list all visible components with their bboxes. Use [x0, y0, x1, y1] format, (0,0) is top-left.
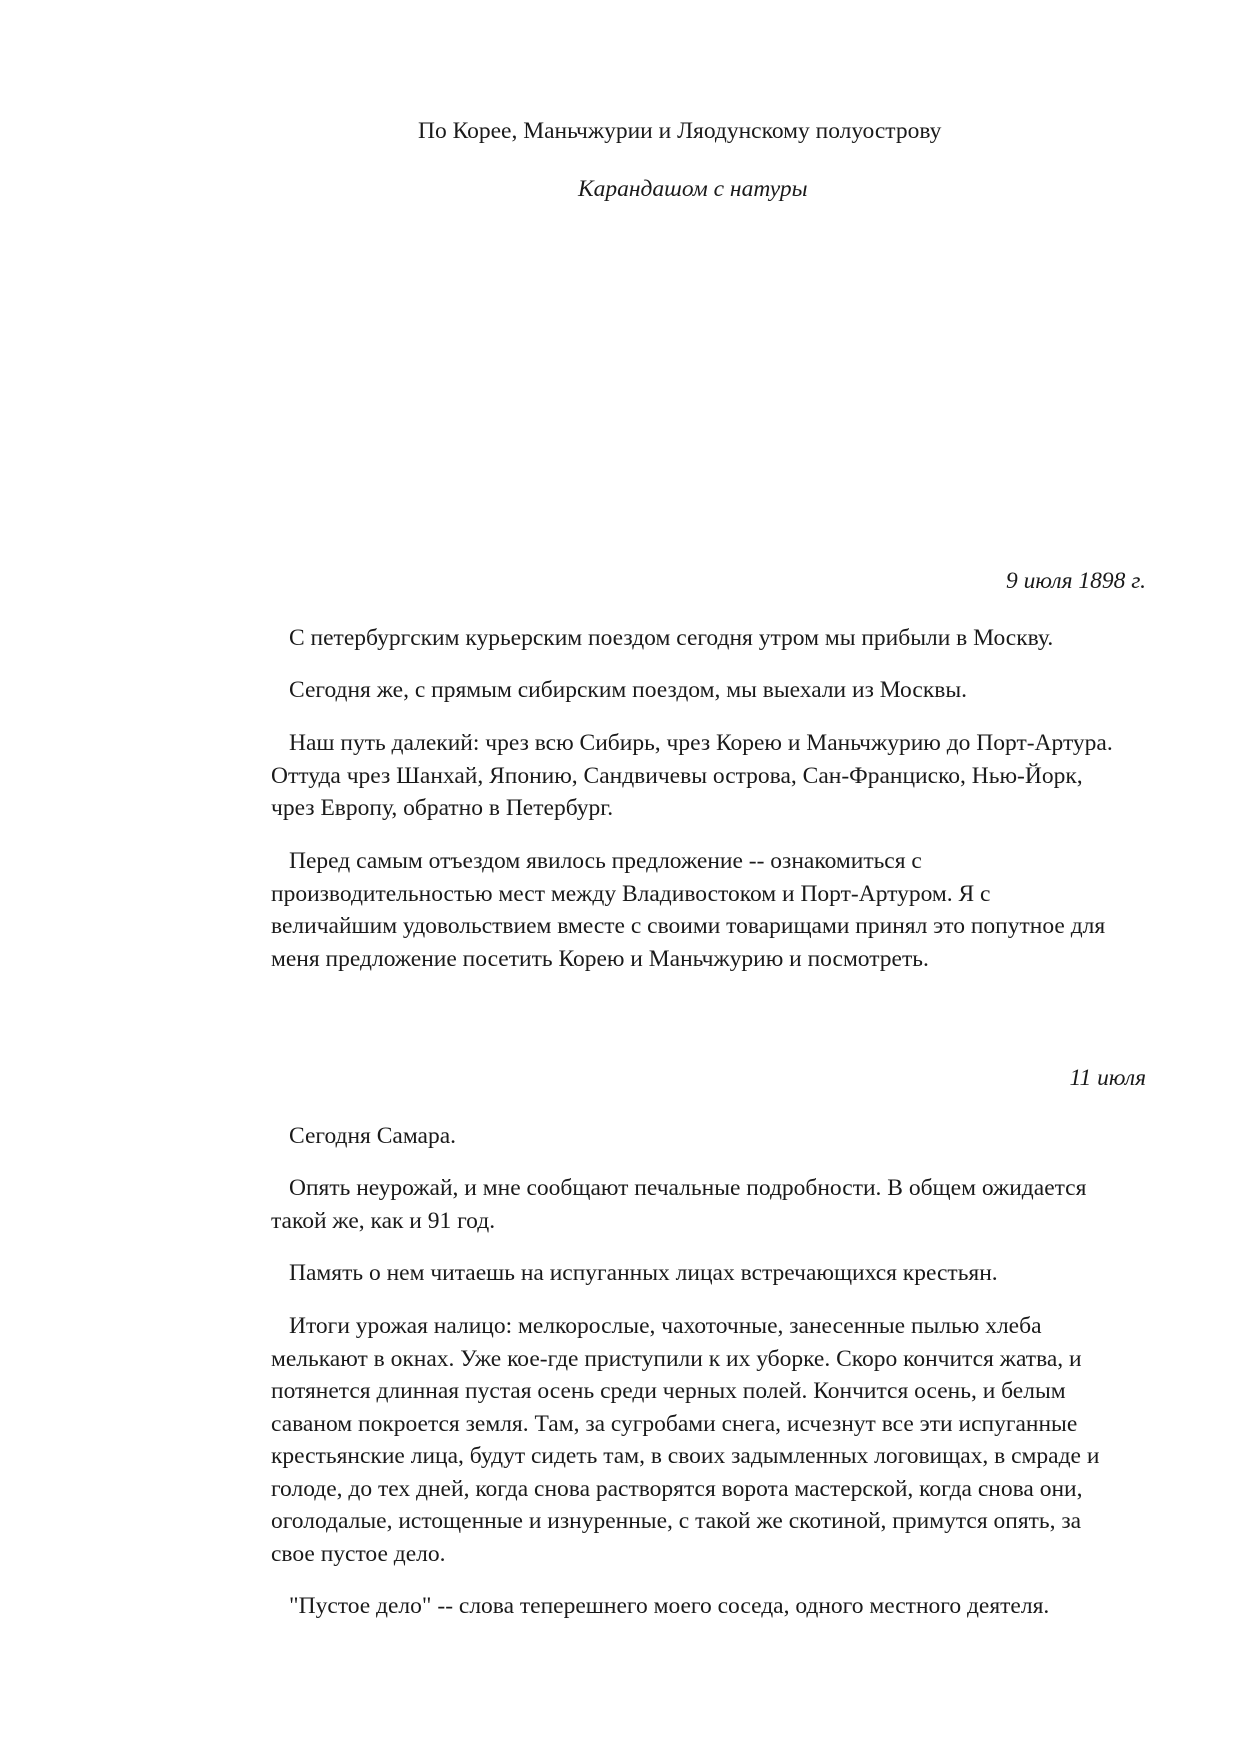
document-title: По Корее, Маньчжурии и Ляодунскому полуострову: [418, 118, 942, 144]
paragraph: [253, 1257, 1158, 1290]
text-line: голоде, до тех дней, когда снова растворятся ворота мастерской, когда снова они,: [271, 1475, 1083, 1502]
text-line: свое пустое дело.: [271, 1540, 446, 1567]
paragraph: [253, 674, 1158, 707]
text-line: Перед самым отъездом явилось предложение -- ознакомиться с: [289, 848, 922, 874]
text-line: Сегодня же, с прямым сибирским поездом, мы выехали из Москвы.: [289, 677, 968, 703]
document-subtitle: Карандашом с натуры: [578, 176, 808, 202]
text-line: величайшим удовольствием вместе с своими товарищами принял это попутное для: [271, 913, 1106, 939]
text-line: саваном покроется земля. Там, за сугробами снега, исчезнут все эти испуганные: [271, 1410, 1078, 1437]
text-line: оголодалые, истощенные и изнуренные, с такой же скотиной, примутся опять, за: [271, 1508, 1082, 1534]
paragraph: [253, 727, 1158, 825]
text-line: производительностью мест между Владивостоком и Порт-Артуром. Я с: [271, 880, 991, 907]
paragraph: [253, 1310, 1158, 1570]
entry-date: 11 июля: [1069, 1065, 1146, 1091]
paragraph: [253, 622, 1158, 655]
text-line: чрез Европу, обратно в Петербург.: [271, 795, 614, 821]
text-line: такой же, как и 91 год.: [271, 1207, 496, 1234]
text-line: потянется длинная пустая осень среди черных полей. Кончится осень, и белым: [271, 1378, 1066, 1404]
text-line: Опять неурожай, и мне сообщают печальные подробности. В общем ожидается: [289, 1175, 1087, 1201]
text-line: Итоги урожая налицо: мелкорослые, чахоточные, занесенные пылью хлеба: [289, 1313, 1042, 1339]
paragraph: [253, 845, 1158, 975]
text-line: "Пустое дело" -- слова теперешнего моего соседа, одного местного деятеля.: [289, 1593, 1050, 1619]
entry-date: 9 июля 1898 г.: [1005, 568, 1146, 594]
text-line: Наш путь далекий: чрез всю Сибирь, чрез Корею и Маньчжурию до Порт-Артура.: [289, 730, 1113, 756]
text-line: Оттуда чрез Шанхай, Японию, Сандвичевы острова, Сан-Франциско, Нью-Йорк,: [271, 762, 1083, 789]
paragraph: [253, 1590, 1158, 1623]
text-line: мелькают в окнах. Уже кое-где приступили к их уборке. Скоро кончится жатва, и: [271, 1345, 1082, 1372]
text-line: крестьянские лица, будут сидеть там, в своих задымленных логовищах, в смраде и: [271, 1443, 1100, 1469]
text-line: Сегодня Самара.: [289, 1123, 457, 1149]
paragraph: [253, 1172, 1158, 1237]
paragraph: [253, 1120, 1158, 1153]
text-line: С петербургским курьерским поездом сегодня утром мы прибыли в Москву.: [289, 625, 1054, 651]
text-line: Память о нем читаешь на испуганных лицах встречающихся крестьян.: [289, 1260, 998, 1286]
text-line: меня предложение посетить Корею и Маньчжурию и посмотреть.: [271, 945, 929, 972]
